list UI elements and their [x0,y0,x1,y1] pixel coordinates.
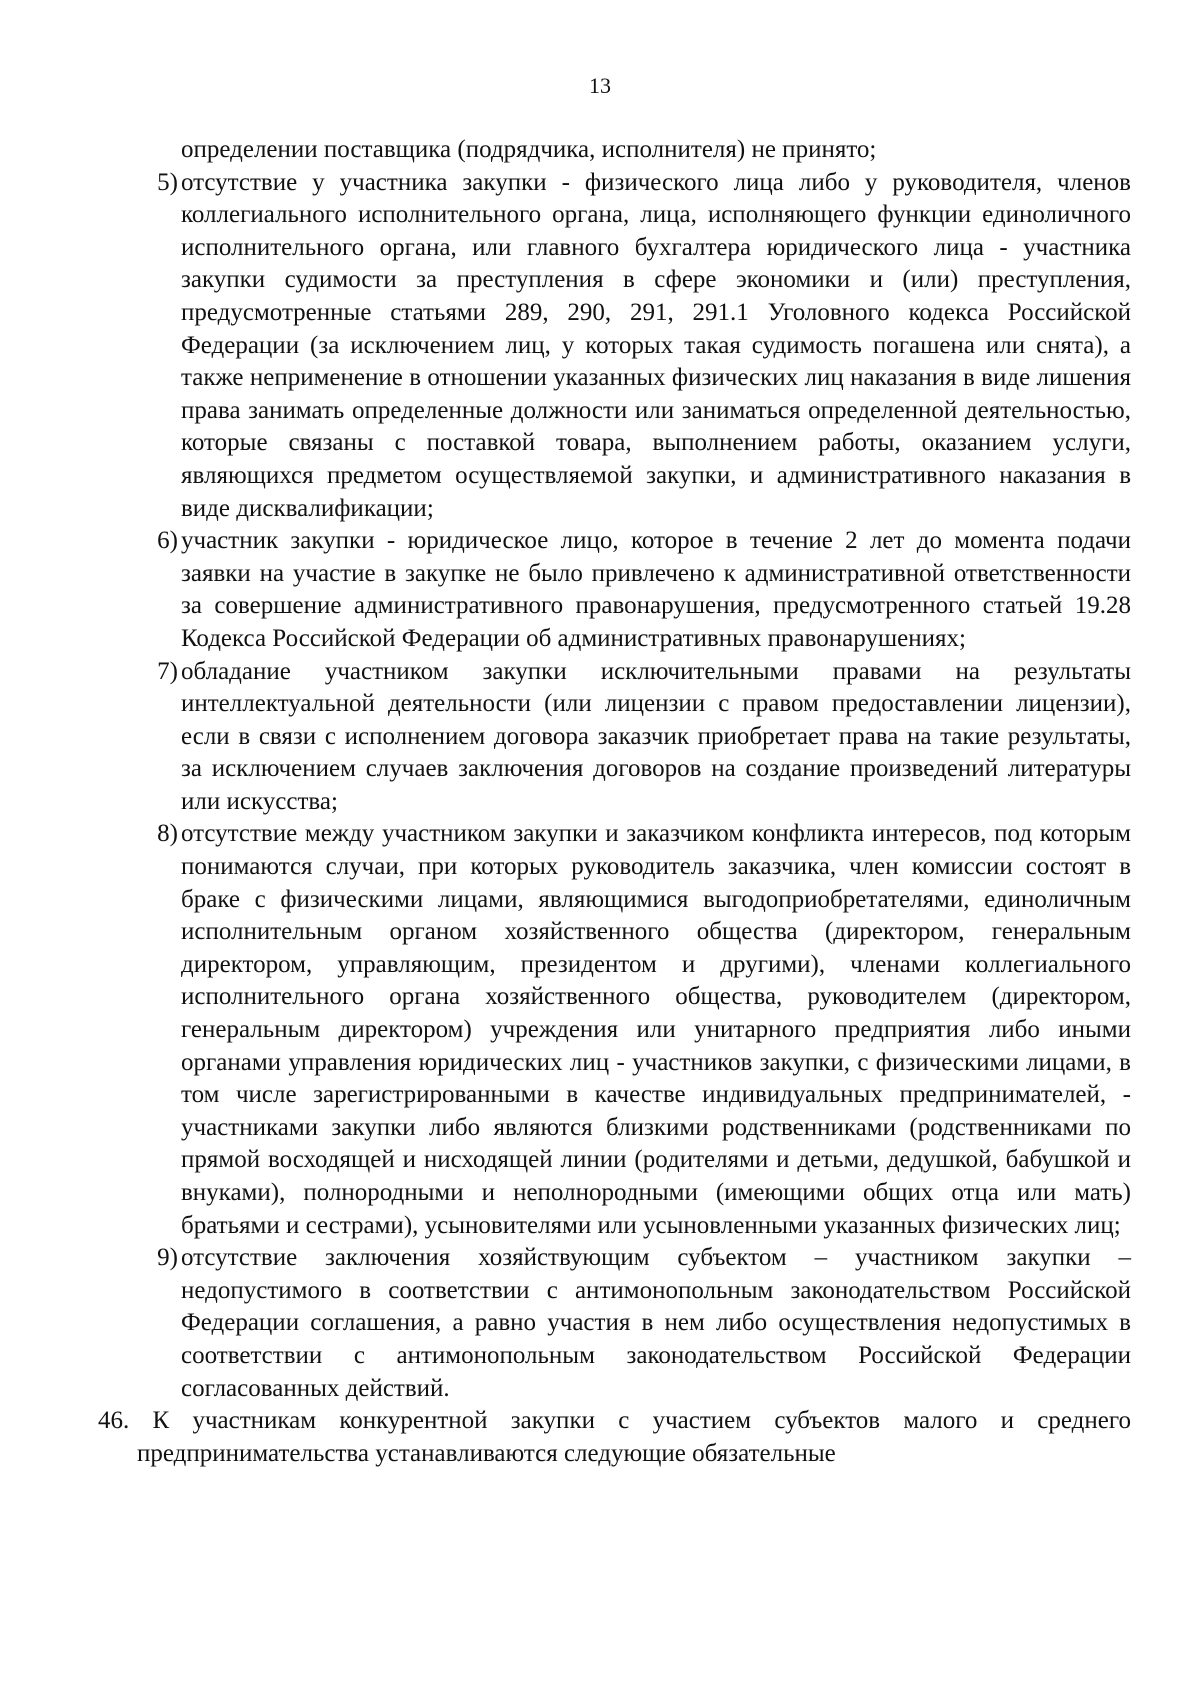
list-item-number: 9) [157,1244,178,1272]
paragraph-46-text: К участникам конкурентной закупки с участием субъектов малого и среднего предпринимательства устанавливаются следующие обязательные [137,1407,1131,1467]
list-item-text: отсутствие у участника закупки - физического лица либо у руководителя, членов коллегиального исполнительного органа, лица, исполняющего функции единоличного исполнительного органа, или главного бухгалтера юридического лица - участника закупки судимости за преступления в сфере экономики и (или) преступления, предусмотренные статьями 289, 290, 291, 291.1 Уголовного кодекса Российской Федерации (за исключением лиц, у которых такая судимость погашена или снята), а также неприменение в отношении указанных физических лиц наказания в виде лишения права занимать определенные должности или заниматься определенной деятельностью, которые связаны с поставкой товара, выполнением работы, оказанием услуги, являющихся предметом осуществляемой закупки, и административного наказания в виде дисквалификации; [181,168,1131,522]
list-item-number: 5) [157,168,178,196]
list-item-5 [157,167,1131,526]
list-item-7 [157,656,1131,819]
paragraph-46-number: 46. [98,1407,130,1435]
list-item-text: отсутствие заключения хозяйствующим субъектом – участником закупки – недопустимого в соответствии с антимонопольным законодательством Российской Федерации соглашения, а равно участия в нем либо осуществления недопустимых в соответствии с антимонопольным законодательством Российской Федерации согласованных действий. [181,1244,1131,1402]
document-body [0,134,1200,1470]
list-item-text: участник закупки - юридическое лицо, которое в течение 2 лет до момента подачи заявки на участие в закупке не было привлечено к административной ответственности за совершение административного правонарушения, предусмотренного статьей 19.28 Кодекса Российской Федерации об административных правонарушениях; [181,527,1131,652]
list-item-number: 8) [157,820,178,848]
list-item-9 [157,1242,1131,1405]
continuation-line: определении поставщика (подрядчика, исполнителя) не принято; [181,136,877,163]
list-item-6 [157,525,1131,655]
list-item-number: 6) [157,527,178,555]
list-item-number: 7) [157,657,178,685]
list-item-text: отсутствие между участником закупки и заказчиком конфликта интересов, под которым понимаются случаи, при которых руководитель заказчика, член комиссии состоят в браке с физическими лицами, являющимися выгодоприобретателями, единоличным исполнительным органом хозяйственного общества (директором, генеральным директором, управляющим, президентом и другими), членами коллегиального исполнительного органа хозяйственного общества, руководителем (директором, генеральным директором) учреждения или унитарного предприятия либо иными органами управления юридических лиц - участников закупки, с физическими лицами, в том числе зарегистрированными в качестве индивидуальных предпринимателей, - участниками закупки либо являются близкими родственниками (родственниками по прямой восходящей и нисходящей линии (родителями и детьми, дедушкой, бабушкой и внуками), полнородными и неполнородными (имеющими общих отца или мать) братьями и сестрами), усыновителями или усыновленными указанных физических лиц; [181,820,1131,1239]
list-item-8 [157,818,1131,1242]
paragraph-46 [0,1405,1131,1470]
list-item-text: обладание участником закупки исключительными правами на результаты интеллектуальной деятельности (или лицензии с правом предоставлении лицензии), если в связи с исполнением договора заказчик приобретает права на такие результаты, за исключением случаев заключения договоров на создание произведений литературы или искусства; [181,657,1131,815]
page-number: 13 [589,73,611,98]
